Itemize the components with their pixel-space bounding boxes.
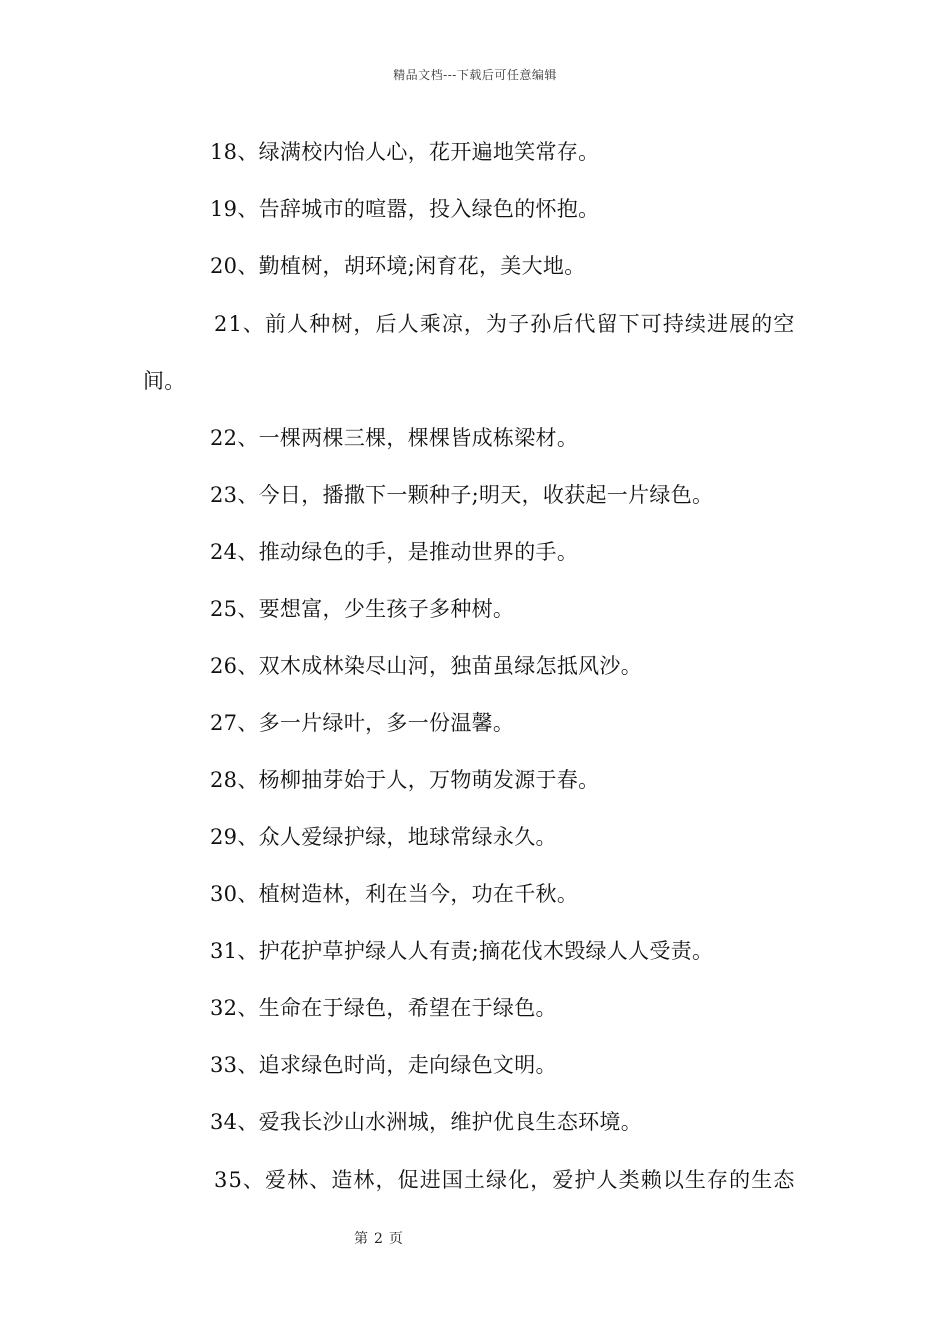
page-footer-suffix: 页 — [388, 1231, 403, 1247]
slogan-line-21-continued: 间。 — [143, 369, 186, 393]
slogan-line-26: 26、双木成林染尽山河，独苗虽绿怎抵风沙。 — [210, 654, 643, 678]
slogan-line-20: 20、勤植树，胡环境;闲育花，美大地。 — [210, 254, 586, 278]
slogan-line-29: 29、众人爱绿护绿，地球常绿永久。 — [210, 825, 557, 849]
slogan-line-22: 22、一棵两棵三棵，棵棵皆成栋梁材。 — [210, 426, 579, 450]
slogan-line-32: 32、生命在于绿色，希望在于绿色。 — [210, 996, 557, 1020]
page-header: 精品文档---下载后可任意编辑 — [393, 68, 557, 82]
slogan-line-21: 21、前人种树，后人乘凉，为子孙后代留下可持续进展的空 — [214, 312, 796, 336]
slogan-line-24: 24、推动绿色的手，是推动世界的手。 — [210, 540, 579, 564]
page-number: 2 — [374, 1231, 383, 1247]
slogan-line-27: 27、多一片绿叶，多一份温馨。 — [210, 711, 515, 735]
slogan-line-23: 23、今日，播撒下一颗种子;明天，收获起一片绿色。 — [210, 483, 714, 507]
page-footer-prefix: 第 — [354, 1231, 368, 1247]
slogan-line-30: 30、植树造林，利在当今，功在千秋。 — [210, 882, 579, 906]
slogan-line-31: 31、护花护草护绿人人有责;摘花伐木毁绿人人受责。 — [210, 939, 714, 963]
slogan-line-28: 28、杨柳抽芽始于人，万物萌发源于春。 — [210, 768, 600, 792]
slogan-line-25: 25、要想富，少生孩子多种树。 — [210, 597, 515, 621]
slogan-line-18: 18、绿满校内怡人心，花开遍地笑常存。 — [210, 140, 600, 164]
slogan-line-35: 35、爱林、造林，促进国土绿化，爱护人类赖以生存的生态 — [214, 1168, 796, 1192]
slogan-line-34: 34、爱我长沙山水洲城，维护优良生态环境。 — [210, 1110, 643, 1134]
page-footer — [354, 1228, 409, 1248]
slogan-line-19: 19、告辞城市的喧嚣，投入绿色的怀抱。 — [210, 197, 600, 221]
slogan-line-33: 33、追求绿色时尚，走向绿色文明。 — [210, 1053, 557, 1077]
